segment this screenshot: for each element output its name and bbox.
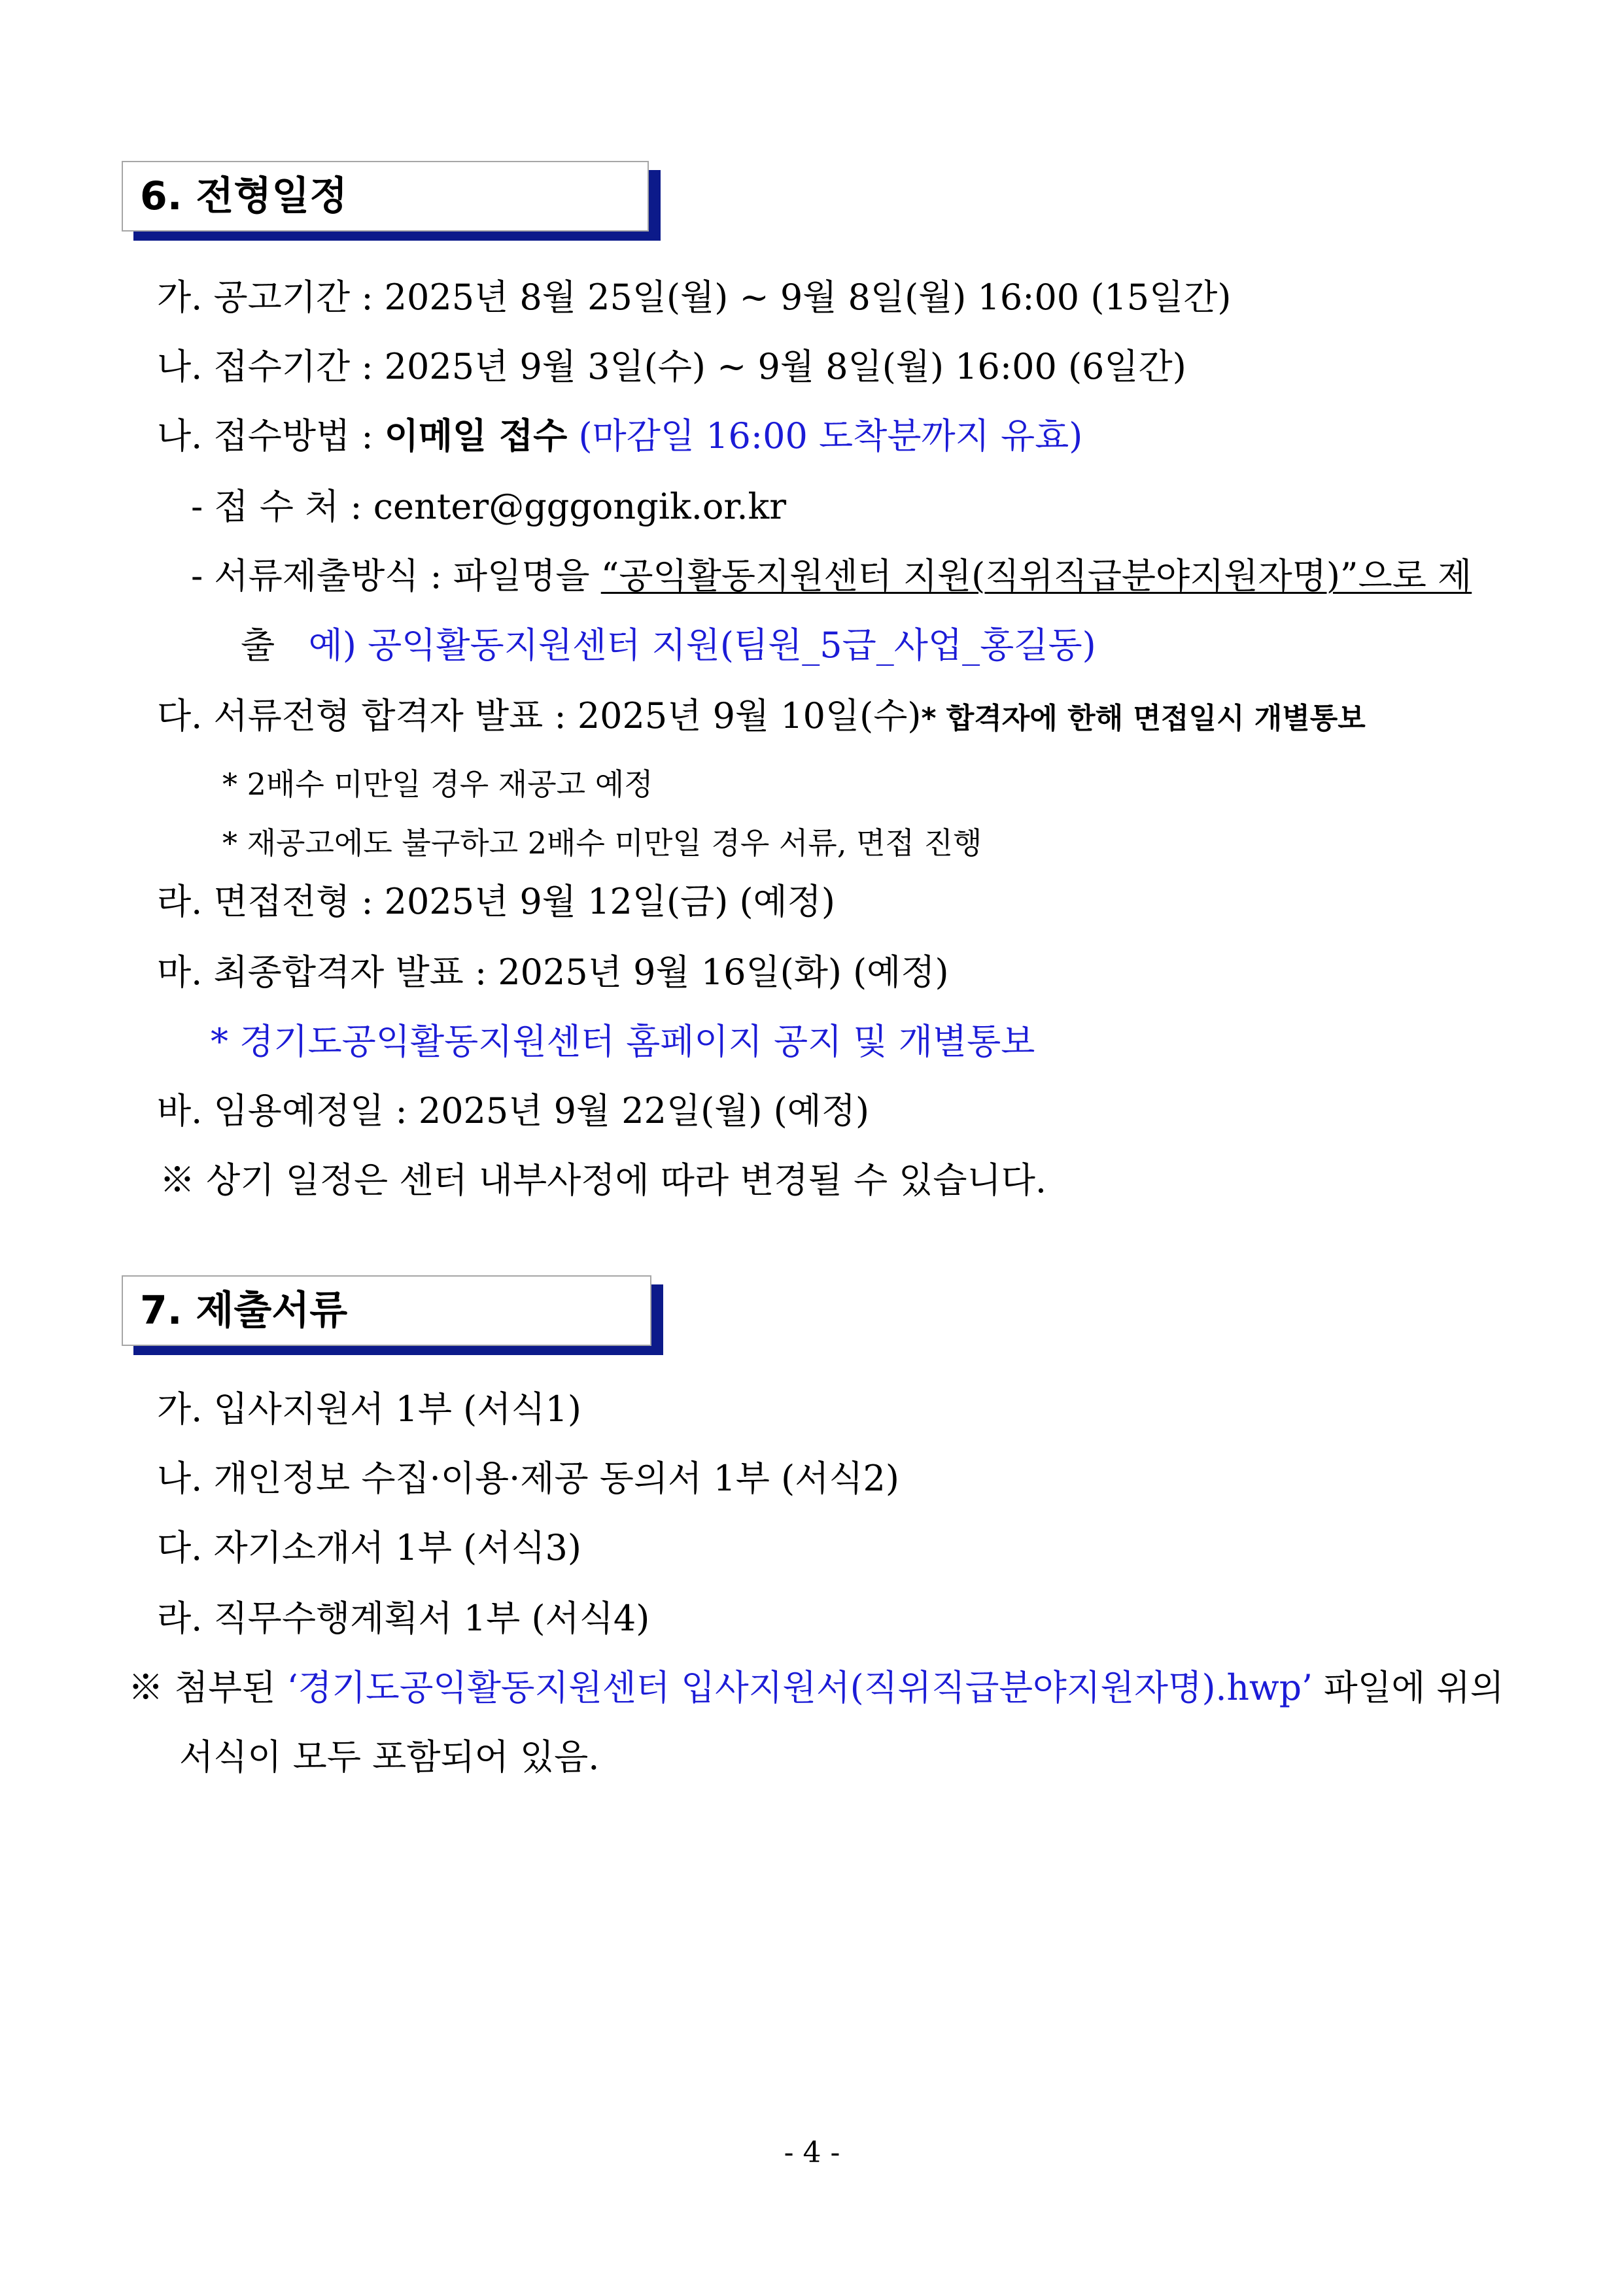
re-announcement-proceed-note: * 재공고에도 불구하고 2배수 미만일 경우 서류, 면접 진행 — [222, 825, 982, 861]
file-name-format: “공익활동지원센터 지원(직위직급분야지원자명)”으로 제 — [600, 555, 1472, 596]
submission-method-label: - 서류제출방식 : 파일명을 — [191, 555, 601, 596]
doc-privacy-consent: 나. 개인정보 수집·이용·제공 동의서 1부 (서식2) — [157, 1458, 899, 1499]
application-method-label: 나. 접수방법 : — [157, 415, 385, 456]
appointment-date: 바. 임용예정일 : 2025년 9월 22일(월) (예정) — [157, 1090, 870, 1131]
interview-notice-note: * 합격자에 한해 면접일시 개별통보 — [921, 702, 1366, 735]
application-deadline-note: (마감일 16:00 도착분까지 유효) — [567, 415, 1083, 456]
schedule-announcement-period: 가. 공고기간 : 2025년 8월 25일(월) ~ 9월 8일(월) 16:00 (15일간) — [157, 277, 1232, 318]
doc-self-introduction: 다. 자기소개서 1부 (서식3) — [157, 1527, 581, 1568]
file-name-example: 예) 공익활동지원센터 지원(팀원_5급_사업_홍길동) — [308, 625, 1096, 666]
attachment-remark-continued: 서식이 모두 포함되어 있음. — [179, 1736, 600, 1778]
page-number: - 4 - — [784, 2136, 840, 2169]
doc-application-form: 가. 입사지원서 1부 (서식1) — [157, 1388, 581, 1430]
schedule-application-period: 나. 접수기간 : 2025년 9월 3일(수) ~ 9월 8일(월) 16:00 (6일간) — [157, 346, 1186, 387]
attachment-remark-suffix: 파일에 위의 — [1313, 1667, 1504, 1708]
final-result-notice: * 경기도공익활동지원센터 홈페이지 공지 및 개별통보 — [211, 1021, 1035, 1062]
schedule-application-method — [157, 413, 1082, 459]
document-submission-method — [191, 553, 1472, 599]
attachment-file-name: ‘경기도공익활동지원센터 입사지원서(직위직급분야지원자명).hwp’ — [286, 1667, 1313, 1708]
document-screening-result — [157, 693, 1366, 742]
application-method-email: 이메일 접수 — [384, 415, 568, 456]
schedule-change-remark: ※ 상기 일정은 센터 내부사정에 따라 변경될 수 있습니다. — [160, 1160, 1047, 1201]
final-result-announcement: 마. 최종합격자 발표 : 2025년 9월 16일(화) (예정) — [157, 952, 949, 993]
submission-method-continued — [241, 623, 1096, 668]
application-recipient: - 접 수 처 : center@gggongik.or.kr — [191, 486, 787, 527]
submission-method-cont: 출 — [241, 625, 275, 666]
document-screening-date: 다. 서류전형 합격자 발표 : 2025년 9월 10일(수) — [157, 695, 922, 736]
section-6-heading: 6. 전형일정 — [122, 161, 649, 232]
doc-job-plan: 라. 직무수행계획서 1부 (서식4) — [157, 1598, 650, 1639]
attachment-remark — [128, 1665, 1504, 1711]
section-7-heading: 7. 제출서류 — [122, 1275, 651, 1346]
interview-schedule: 라. 면접전형 : 2025년 9월 12일(금) (예정) — [157, 881, 835, 922]
attachment-remark-prefix: ※ 첨부된 — [128, 1667, 287, 1708]
re-announcement-note: * 2배수 미만일 경우 재공고 예정 — [222, 766, 653, 802]
